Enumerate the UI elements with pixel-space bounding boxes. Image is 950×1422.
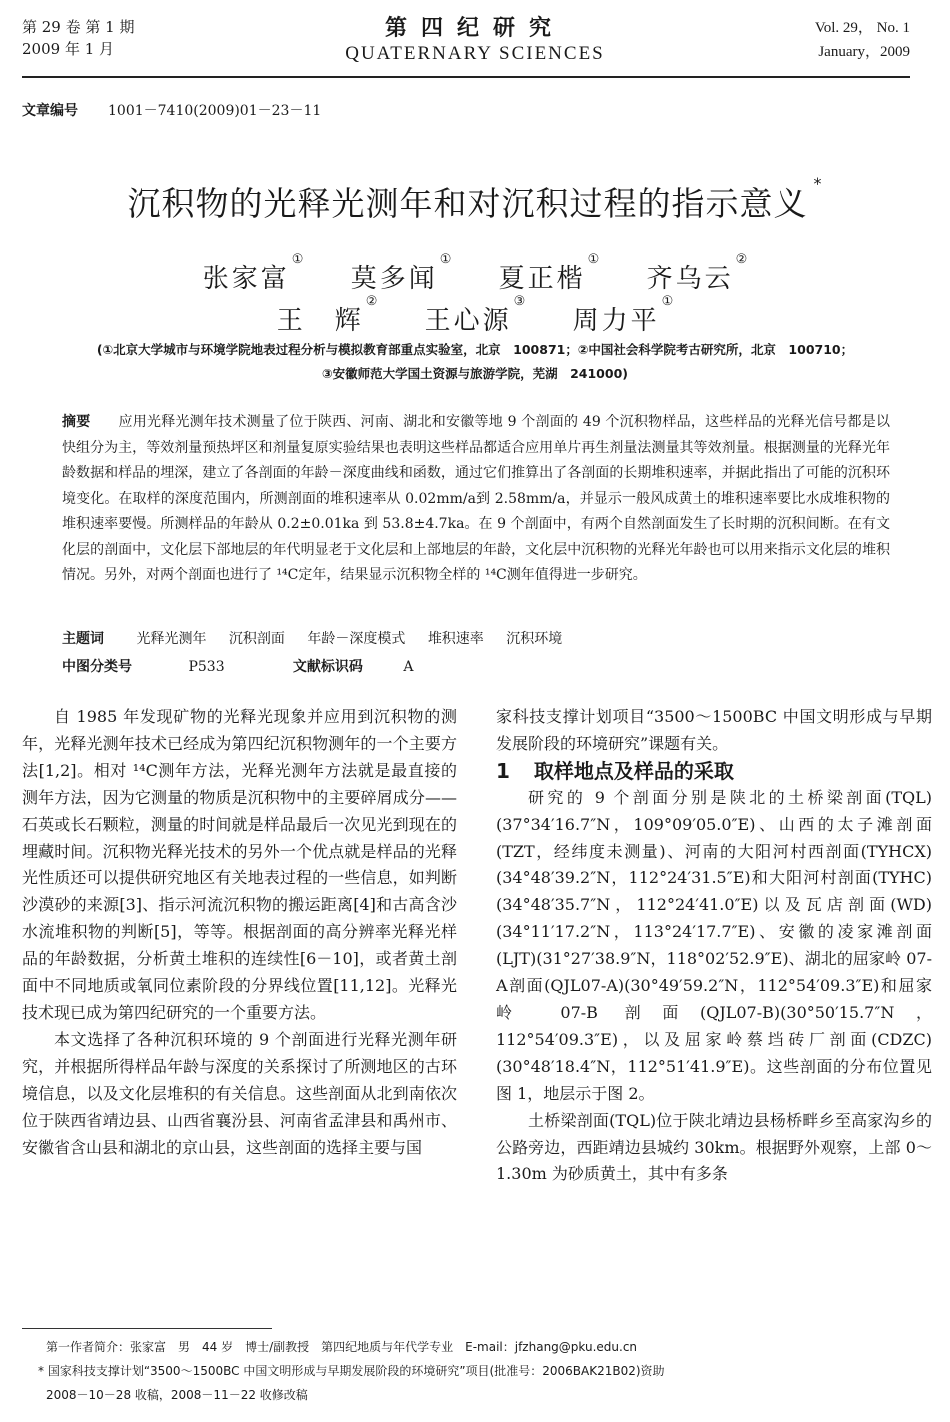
author-affiliation-mark: ② bbox=[365, 294, 378, 309]
author-affiliation-mark: ① bbox=[439, 252, 452, 267]
abstract-label: 摘要 bbox=[62, 414, 91, 430]
section-title: 取样地点及样品的采取 bbox=[533, 758, 734, 783]
journal-name-cn: 第四纪研究 bbox=[384, 15, 565, 41]
article-number-value: 1001－7410(2009)01－23－11 bbox=[108, 103, 322, 119]
paper-title-text: 沉积物的光释光测年和对沉积过程的指示意义 bbox=[127, 184, 808, 223]
volume-issue-cn: 第 29 卷 第 1 期 bbox=[22, 18, 135, 36]
author-name: 齐乌云 bbox=[646, 264, 734, 294]
author-affiliation-mark: ② bbox=[735, 252, 748, 267]
author-affiliation-mark: ① bbox=[587, 252, 600, 267]
affiliation-line-2: ③安徽师范大学国土资源与旅游学院，芜湖 241000) bbox=[322, 366, 628, 381]
date-cn: 2009 年 1 月 bbox=[22, 40, 115, 58]
doc-code-value: A bbox=[403, 659, 414, 675]
class-number-value: P533 bbox=[188, 659, 225, 675]
keyword: 沉积环境 bbox=[506, 631, 563, 647]
author-list-line2 bbox=[0, 294, 950, 337]
footnote-funding: * 国家科技支撑计划“3500～1500BC 中国文明形成与早期发展阶段的环境研究”项目(批准号：2006BAK21B02)资助 bbox=[38, 1364, 665, 1378]
keywords bbox=[62, 626, 580, 652]
abstract bbox=[62, 410, 890, 589]
keywords-label: 主题词 bbox=[62, 631, 104, 647]
body-paragraph: 研究的 9 个剖面分别是陕北的土桥梁剖面(TQL)(37°34′16.7″N，109°09′05.0″E)、山西的太子滩剖面(TZT，经纬度未测量)、河南的大阳河村西剖面(TYHCX)(34°48′39.2″N，112°24′31.5″E)和大阳河村剖面(TYHC)(34°48′35.7″N，112°24′41.0″E)以及瓦店剖面(WD)(34°11′17.2″N，113°24′17.7″E)、安徽的凌家滩剖面(LJT)(31°27′38.9″N，118°02′52.9″E)、湖北的屈家岭 07-A剖面(QJL07-A)(30°49′59.2″N，112°54′09.3″E)和屈家岭 07-B 剖面(QJL07-B)(30°50′15.7″N，112°54′09.3″E)，以及屈家岭蔡垱砖厂剖面(CDZC)(30°48′18.4″N，112°51′41.9″E)。这些剖面的分布位置见图 1，地层示于图 2。 bbox=[496, 787, 932, 1103]
article-number bbox=[22, 100, 321, 120]
body-left-column bbox=[22, 704, 457, 1161]
body-right-column bbox=[496, 704, 932, 1188]
keyword: 年龄－深度模式 bbox=[307, 631, 406, 647]
running-header-center bbox=[0, 14, 950, 66]
author-name: 夏正楷 bbox=[498, 264, 586, 294]
body-paragraph: 自 1985 年发现矿物的光释光现象并应用到沉积物的测年，光释光测年技术已经成为第四纪沉积物测年的一个主要方法[1,2]。相对 ¹⁴C测年方法，光释光测年方法就是最直接的测年方法，因为它测量的物质是沉积物中的主要碎屑成分——石英或长石颗粒，测量的时间就是样品最后一次见光到现在的埋藏时间。沉积物光释光技术的另外一个优点就是样品的光释光性质还可以提供研究地区有关地表过程的一些信息，如判断沙漠砂的来源[3]、指示河流沉积物的搬运距离[4]和古高含沙水流堆积物的判断[5]，等等。根据剖面的高分辨率光释光样品的年龄数据，分析黄土堆积的连续性[6－10]，或者黄土剖面中不同地质或氧同位素阶段的分界线位置[11,12]。光释光技术现已成为第四纪研究的一个重要方法。 bbox=[22, 707, 457, 1022]
author-name: 莫多闻 bbox=[350, 264, 438, 294]
keyword: 堆积速率 bbox=[427, 631, 484, 647]
keyword: 沉积剖面 bbox=[228, 631, 285, 647]
section-heading bbox=[496, 758, 932, 785]
section-number: 1 bbox=[496, 758, 510, 783]
journal-name-en: QUATERNARY SCIENCES bbox=[345, 43, 605, 64]
class-number-label: 中图分类号 bbox=[62, 659, 132, 675]
author-list-line1 bbox=[0, 252, 950, 295]
body-paragraph: 家科技支撑计划项目“3500～1500BC 中国文明形成与早期发展阶段的环境研究”课题有关。 bbox=[496, 707, 932, 753]
author-affiliation-mark: ③ bbox=[513, 294, 526, 309]
body-paragraph: 本文选择了各种沉积环境的 9 个剖面进行光释光测年研究，并根据所得样品年龄与深度的关系探讨了所测地区的古环境信息，以及文化层堆积的有关信息。这些剖面从北到南依次位于陕西省靖边县、山西省襄汾县、河南省孟津县和禹州市、安徽省含山县和湖北的京山县，这些剖面的选择主要与国 bbox=[22, 1029, 457, 1157]
footnote-rule bbox=[22, 1328, 272, 1329]
author-affiliation-mark: ① bbox=[291, 252, 304, 267]
affiliation-line-1: (①北京大学城市与环境学院地表过程分析与模拟教育部重点实验室，北京 100871；②中国社会科学院考古研究所，北京 100710； bbox=[96, 342, 854, 357]
date-en: January，2009 bbox=[818, 44, 910, 60]
article-number-label: 文章编号 bbox=[22, 103, 78, 119]
affiliations bbox=[0, 338, 950, 386]
running-header-right bbox=[815, 16, 910, 64]
author-name: 王心源 bbox=[424, 306, 512, 336]
keyword: 光释光测年 bbox=[136, 631, 207, 647]
author-affiliation-mark: ① bbox=[661, 294, 674, 309]
paper-title bbox=[0, 174, 950, 225]
footnote-author-bio: 第一作者简介：张家富 男 44 岁 博士/副教授 第四纪地质与年代学专业 E-mail：jfzhang@pku.edu.cn bbox=[46, 1340, 638, 1354]
author-name: 王 辉 bbox=[276, 306, 364, 336]
doc-code-label: 文献标识码 bbox=[292, 659, 363, 675]
footnote-dates: 2008－10－28 收稿，2008－11－22 收修改稿 bbox=[46, 1388, 308, 1402]
volume-issue-en: Vol. 29， No. 1 bbox=[814, 20, 910, 36]
title-footnote-mark: * bbox=[813, 174, 823, 193]
body-paragraph: 土桥梁剖面(TQL)位于陕北靖边县杨桥畔乡至高家沟乡的公路旁边，西距靖边县城约 30km。根据野外观察，上部 0～1.30m 为砂质黄土，其中有多条 bbox=[496, 1110, 932, 1184]
abstract-text: 应用光释光测年技术测量了位于陕西、河南、湖北和安徽等地 9 个剖面的 49 个沉积物样品，这些样品的光释光信号都是以快组分为主，等效剂量预热坪区和剂量复原实验结果也表明这些样品都适合应用单片再生剂量法测量其等效剂量。根据测量的光释光年龄数据和样品的埋深，建立了各剖面的年龄－深度曲线和函数，通过它们推算出了各剖面的长期堆积速率，并据此指出了可能的沉积环境变化。在取样的深度范围内，所测剖面的堆积速率从 0.02mm/a到 2.58mm/a，并显示一般风成黄土的堆积速率要比水成堆积物的堆积速率要慢。所测样品的年龄从 0.2±0.01ka 到 53.8±4.7ka。在 9 个剖面中，有两个自然剖面发生了长时期的沉积间断。在有文化层的剖面中，文化层下部地层的年代明显老于文化层和上部地层的年龄，文化层中沉积物的光释光年龄也可以用来指示文化层的堆积情况。另外，对两个剖面也进行了 ¹⁴C定年，结果显示沉积物全样的 ¹⁴C测年值得进一步研究。 bbox=[62, 414, 890, 583]
header-rule bbox=[22, 76, 910, 78]
author-name: 张家富 bbox=[202, 264, 290, 294]
classification bbox=[62, 654, 413, 680]
author-name: 周力平 bbox=[572, 306, 660, 336]
